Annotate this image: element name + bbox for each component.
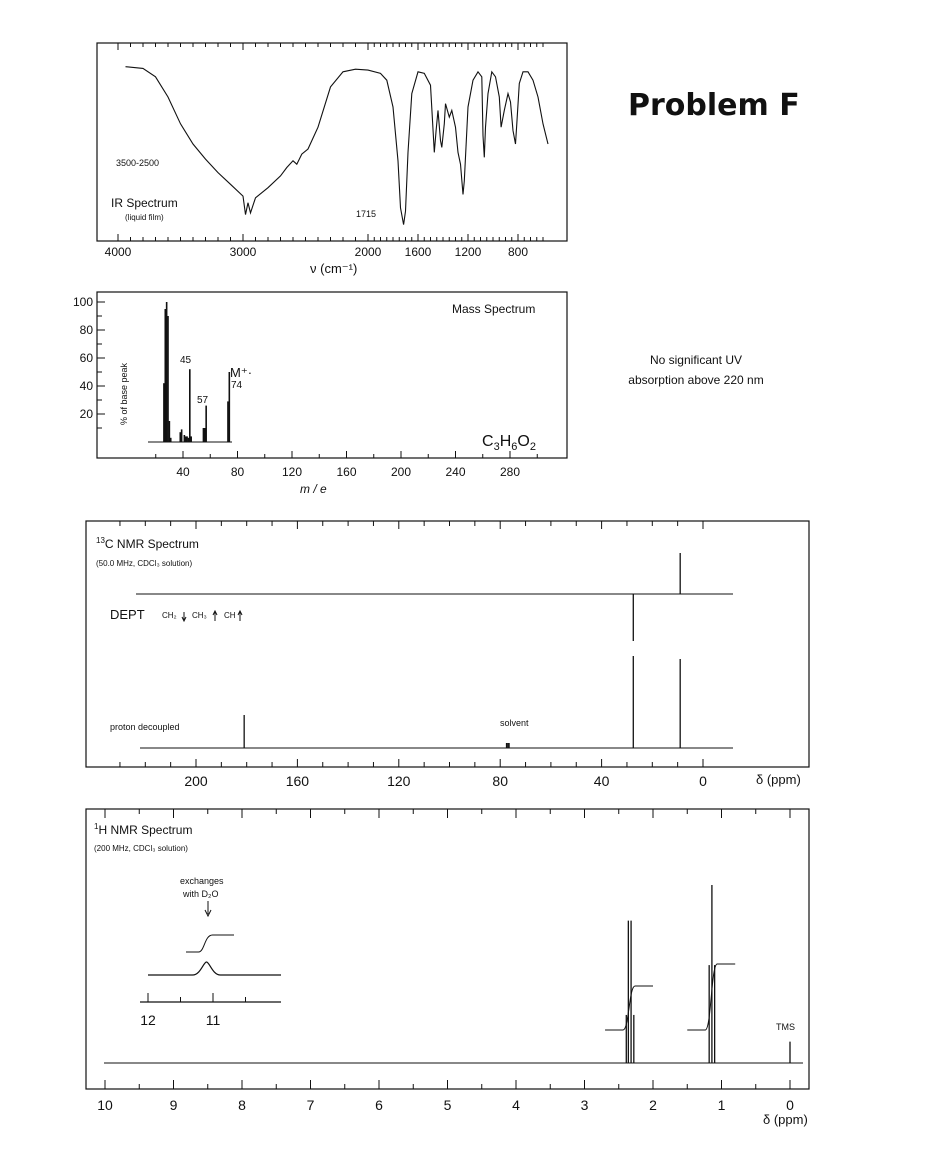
c13-dept-ch3: CH₃: [192, 611, 207, 620]
h1-tick-label: 5: [443, 1097, 452, 1113]
h1-tick-label: 6: [375, 1097, 383, 1113]
ir-tick-label: 2000: [354, 245, 382, 259]
h1-frame: [86, 809, 809, 1089]
c13-tick-label: 120: [387, 773, 411, 789]
c13-dept-ch: CH: [224, 611, 236, 620]
ir-annotation-3500: 3500-2500: [116, 158, 160, 168]
h1-integral-curve: [605, 986, 653, 1030]
mass-y-tick-label: 20: [79, 407, 93, 421]
mass-x-tick-label: 40: [176, 465, 190, 479]
mass-label-45: 45: [180, 355, 192, 366]
h1-tick-group: [97, 809, 794, 1113]
ir-xlabel: ν (cm⁻¹): [310, 261, 358, 276]
h1-inset-tick-label: 11: [205, 1012, 221, 1028]
h1-tick-label: 9: [169, 1097, 178, 1113]
c13-dept-ch2: CH₂: [162, 611, 177, 620]
ir-title: IR Spectrum: [111, 196, 178, 210]
c13-tick-label: 200: [184, 773, 208, 789]
c13-tick-label: 160: [285, 773, 310, 789]
ir-tick-label: 800: [507, 245, 529, 259]
mass-y-tick-label: 40: [79, 379, 93, 393]
h1-inset-tick-label: 12: [140, 1012, 156, 1028]
uv-note-line2: absorption above 220 nm: [628, 373, 764, 387]
ir-tick-label: 3000: [229, 245, 257, 259]
c13-dept-label: DEPT: [110, 607, 145, 622]
h1-tick-label: 3: [580, 1097, 589, 1113]
c13-subtitle: (50.0 MHz, CDCl₃ solution): [96, 559, 193, 568]
h1-subtitle: (200 MHz, CDCl₃ solution): [94, 844, 188, 853]
mass-y-tick-label: 60: [79, 351, 93, 365]
mass-title: Mass Spectrum: [452, 302, 536, 316]
mass-x-tick-label: 160: [336, 465, 357, 479]
mass-x-tick-label: 280: [499, 465, 521, 479]
mass-x-tick-label: 240: [445, 465, 466, 479]
c13-tick-label: 40: [593, 773, 610, 789]
h1-xlabel: δ (ppm): [763, 1112, 808, 1127]
mass-x-tick-label: 120: [281, 465, 303, 479]
h1-title: $^1$H NMR Spectrum: [94, 822, 193, 837]
ir-tick-label: 1200: [454, 245, 482, 259]
c13-xlabel: δ (ppm): [756, 772, 801, 787]
h1-integral-group: [605, 964, 735, 1030]
mass-label-molecular-ion: M⁺·: [230, 365, 253, 380]
h1-tms-label: TMS: [776, 1022, 795, 1032]
ir-tick-label: 1600: [404, 245, 432, 259]
problem-title: Problem F: [628, 88, 800, 123]
h1-exchange-label-1: exchanges: [180, 876, 224, 886]
mass-label-74: 74: [231, 380, 243, 391]
ir-annotation-1715: 1715: [356, 209, 377, 219]
ir-subtitle: (liquid film): [125, 213, 164, 222]
h1-peak-group: [626, 885, 790, 1063]
h1-tick-label: 7: [306, 1097, 315, 1113]
h1-tick-label: 10: [97, 1097, 113, 1113]
mass-xlabel: m / e: [300, 482, 327, 496]
h1-inset-group: [140, 935, 281, 1028]
mass-label-57: 57: [197, 395, 209, 406]
mass-ylabel: % of base peak: [119, 362, 129, 425]
h1-inset-integral: [186, 935, 234, 952]
uv-note-line1: No significant UV: [649, 353, 743, 367]
h1-exchange-label-2: with D₂O: [183, 889, 219, 899]
mass-y-tick-label: 80: [79, 323, 93, 337]
h1-tick-label: 2: [649, 1097, 657, 1113]
c13-tick-label: 0: [699, 773, 707, 789]
c13-decoupled-label: proton decoupled: [110, 722, 180, 732]
mass-x-tick-label: 200: [390, 465, 412, 479]
ir-tick-label: 4000: [104, 245, 132, 259]
mass-formula: $C_3H_6O_2$: [482, 433, 536, 453]
c13-solvent-label: solvent: [500, 718, 529, 728]
h1-inset-peak: [148, 962, 281, 975]
c13-title: $^{13}$C NMR Spectrum: [96, 536, 199, 551]
h1-tick-label: 0: [786, 1097, 794, 1113]
mass-y-tick-label: 100: [72, 295, 93, 309]
mass-x-tick-label: 80: [230, 465, 245, 479]
exchange-down-arrow-icon: [205, 901, 211, 916]
h1-tick-label: 4: [512, 1097, 520, 1113]
h1-tick-label: 8: [238, 1097, 246, 1113]
h1-integral-curve: [687, 964, 735, 1030]
c13-tick-label: 80: [492, 773, 508, 789]
h1-tick-label: 1: [717, 1097, 726, 1113]
